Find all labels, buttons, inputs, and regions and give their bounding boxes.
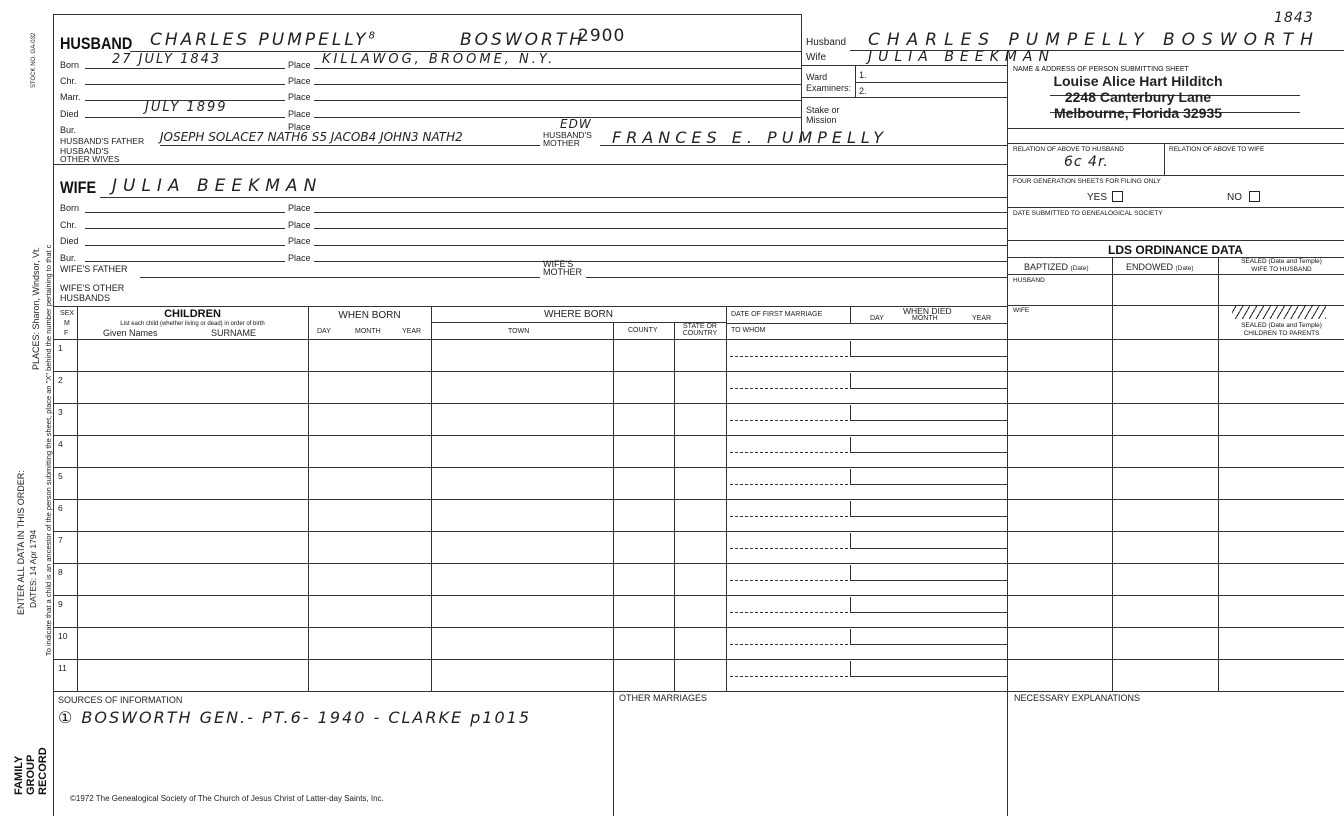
husband-died-place-label: Place	[288, 109, 311, 119]
marriage-underline	[726, 323, 1007, 324]
right-husband-name: CHARLES PUMPELLY BOSWORTH	[868, 30, 1320, 50]
wife-chr-label: Chr.	[60, 220, 77, 230]
husband-chr-line	[85, 84, 285, 85]
wife-bur-place-label: Place	[288, 253, 311, 263]
child-row-divider	[53, 467, 1007, 468]
submitter-bottom	[1007, 128, 1344, 129]
children-instruction: List each child (whether living or dead) in order of birth	[120, 321, 265, 327]
wife-chr-place-line	[314, 228, 1007, 229]
husband-born-line	[85, 68, 285, 69]
right-wife-label: Wife	[806, 52, 826, 63]
hatched-wife-sealing	[1232, 305, 1326, 319]
husband-mother-label: HUSBAND'S MOTHER	[543, 130, 592, 148]
right-panel-left-border	[1007, 50, 1008, 816]
sex-label: SEX	[60, 310, 75, 317]
husband-heading: HUSBAND	[60, 34, 133, 53]
examiners-label: Examiners:	[806, 83, 852, 93]
husband-name: CHARLES PUMPELLY$^8$	[150, 30, 378, 50]
child-row-divider	[53, 403, 1007, 404]
born-year-label: YEAR	[402, 328, 422, 335]
lds-row-divider	[1007, 403, 1344, 404]
husband-other-wives-label: HUSBAND'S OTHER WIVES	[60, 146, 120, 164]
yes-label: YES	[1087, 192, 1108, 203]
born-day-label: DAY	[317, 328, 331, 335]
marriage-date-dashed-line	[730, 356, 848, 357]
child-row-divider	[53, 595, 1007, 596]
child-row-number: 1	[58, 343, 63, 353]
child-row-number: 11	[58, 663, 67, 673]
date-submitted-bottom	[1007, 240, 1344, 241]
death-date-line	[850, 644, 1007, 645]
when-died-label: WHEN DIED	[903, 306, 952, 316]
husband-marr-place-label: Place	[288, 92, 311, 102]
children-title: CHILDREN	[164, 308, 221, 320]
sex-m-label: M	[64, 320, 70, 327]
sex-f-label: F	[64, 330, 69, 337]
marriage-date-dashed-line	[730, 612, 848, 613]
wife-heading: WIFE	[60, 178, 97, 197]
wife-mother-line	[586, 277, 1007, 278]
lds-row-divider	[1007, 371, 1344, 372]
main-top-border	[53, 14, 801, 15]
death-date-separator	[850, 469, 851, 485]
death-date-line	[850, 612, 1007, 613]
lds-col-divider-1	[1112, 257, 1113, 691]
death-date-line	[850, 356, 1007, 357]
sealed-children-label: SEALED (Date and Temple) CHILDREN TO PARENTS	[1241, 322, 1322, 337]
marriage-date-dashed-line	[730, 452, 848, 453]
lds-row-divider	[1007, 467, 1344, 468]
relation-top	[1007, 143, 1344, 144]
lds-header-bottom	[1007, 274, 1344, 275]
marriage-date-dashed-line	[730, 580, 848, 581]
death-date-line	[850, 580, 1007, 581]
wife-born-line	[85, 212, 285, 213]
death-date-separator	[850, 373, 851, 389]
given-names-label: Given Names	[103, 328, 158, 338]
died-day-label: DAY	[870, 315, 884, 322]
lds-wife-bottom	[1007, 339, 1344, 340]
husband-father-line	[160, 145, 540, 146]
lds-husband-label: HUSBAND	[1013, 277, 1045, 284]
husband-chr-place-label: Place	[288, 76, 311, 86]
when-born-label: WHEN BORN	[338, 310, 401, 321]
child-row-number: 4	[58, 439, 63, 449]
husband-surname-extra: BOSWORTH	[460, 30, 586, 50]
relation-wife-label: RELATION OF ABOVE TO WIFE	[1169, 146, 1265, 153]
lds-wife-label: WIFE	[1013, 307, 1030, 314]
wife-bur-label: Bur.	[60, 253, 77, 263]
wife-bur-place-line	[314, 261, 1007, 262]
lds-row-divider	[1007, 595, 1344, 596]
children-table-bottom	[53, 691, 1344, 692]
wife-mother-label: WIFE'S MOTHER	[543, 259, 582, 277]
child-row-number: 6	[58, 503, 63, 513]
child-row-number: 5	[58, 471, 63, 481]
dates-note: DATES: 14 Apr 1794	[28, 529, 38, 608]
county-label: COUNTY	[628, 327, 658, 334]
examiner-1: 1.	[859, 70, 867, 80]
wife-father-line	[140, 277, 540, 278]
child-row-divider	[53, 435, 1007, 436]
died-col-divider	[850, 306, 851, 324]
child-row-number: 3	[58, 407, 63, 417]
county-col-divider	[674, 322, 675, 691]
husband-died-label: Died	[60, 109, 79, 119]
wife-chr-place-label: Place	[288, 220, 311, 230]
death-date-line	[850, 484, 1007, 485]
examiner-1-line	[855, 82, 1007, 83]
husband-born-label: Born	[60, 60, 80, 70]
endowed-label: ENDOWED (Date)	[1126, 262, 1194, 272]
lds-row-divider	[1007, 435, 1344, 436]
death-date-separator	[850, 597, 851, 613]
child-row-divider	[53, 371, 1007, 372]
husband-marr-place-line	[314, 100, 801, 101]
four-gen-label: FOUR GENERATION SHEETS FOR FILING ONLY	[1013, 178, 1161, 185]
children-header-bottom	[53, 339, 1007, 340]
husband-died-line	[85, 117, 285, 118]
sources-divider	[613, 691, 614, 816]
child-row-divider	[53, 627, 1007, 628]
died-month-label: MONTH	[912, 315, 938, 322]
marriage-date-dashed-line	[730, 516, 848, 517]
wife-died-place-label: Place	[288, 236, 311, 246]
child-row-number: 9	[58, 599, 63, 609]
ancestor-instructions: To indicate that a child is an ancestor of the person submitting the sheet, place an "X" behind the number pertaining to that c	[44, 244, 53, 656]
wife-born-place-label: Place	[288, 203, 311, 213]
yes-checkbox[interactable]	[1112, 191, 1123, 202]
child-row-divider	[53, 563, 1007, 564]
husband-born-date: 27 JULY 1843	[112, 52, 222, 67]
surname-label: SURNAME	[211, 328, 257, 338]
child-row-number: 8	[58, 567, 63, 577]
main-left-border	[53, 14, 54, 816]
form-title-line2: GROUP	[25, 754, 37, 795]
husband-chr-place-line	[314, 84, 801, 85]
examiner-2: 2.	[859, 86, 867, 96]
to-whom-label: TO WHOM	[731, 327, 766, 334]
wife-chr-line	[85, 228, 285, 229]
husband-born-place: KILLAWOG, BROOME, N.Y.	[322, 52, 556, 67]
death-date-line	[850, 452, 1007, 453]
child-row-divider	[53, 531, 1007, 532]
born-month-label: MONTH	[355, 328, 381, 335]
child-row-number: 2	[58, 375, 63, 385]
death-date-separator	[850, 501, 851, 517]
child-row-divider	[53, 499, 1007, 500]
copyright-notice: ©1972 The Genealogical Society of The Church of Jesus Christ of Latter-day Saints, Inc.	[70, 794, 384, 803]
first-marriage-label: DATE OF FIRST MARRIAGE	[731, 311, 823, 318]
husband-born-place-label: Place	[288, 60, 311, 70]
submitter-name: Louise Alice Hart Hilditch	[1053, 73, 1223, 89]
town-label: TOWN	[508, 328, 530, 335]
right-husband-label: Husband	[806, 37, 847, 48]
relation-husband-label: RELATION OF ABOVE TO HUSBAND	[1013, 146, 1124, 153]
child-row-divider	[53, 659, 1007, 660]
marriage-date-dashed-line	[730, 676, 848, 677]
enter-data-order: ENTER ALL DATA IN THIS ORDER:	[16, 470, 26, 615]
lds-row-divider	[1007, 659, 1344, 660]
wife-father-label: WIFE'S FATHER	[60, 264, 128, 274]
death-date-line	[850, 676, 1007, 677]
wife-other-husbands-label: WIFE'S OTHER HUSBANDS	[60, 283, 125, 303]
wife-name-line	[100, 197, 1007, 198]
lds-row-divider	[1007, 563, 1344, 564]
marriage-date-dashed-line	[730, 420, 848, 421]
wife-died-line	[85, 245, 285, 246]
relation-husband-value: 6c 4r.	[1064, 154, 1109, 170]
form-title-line1: FAMILY	[13, 755, 25, 795]
death-date-separator	[850, 437, 851, 453]
death-date-line	[850, 388, 1007, 389]
where-born-label: WHERE BORN	[544, 309, 613, 320]
husband-died-date: JULY 1899	[145, 100, 228, 115]
wife-bur-line	[85, 261, 285, 262]
lds-row-divider	[1007, 531, 1344, 532]
husband-bur-place-label: Place	[288, 122, 311, 132]
submitter-street: 2248 Canterbury Lane	[1064, 89, 1212, 105]
husband-bur-label: Bur.	[60, 125, 77, 135]
husband-father-name: JOSEPH SOLACE7 NATH6 S5 JACOB4 JOHN3 NATH2	[160, 130, 463, 144]
stock-number: STOCK NO. GA-032	[31, 32, 37, 88]
husband-died-place-line	[314, 117, 801, 118]
marriage-date-dashed-line	[730, 548, 848, 549]
stake-label: Stake or Mission	[806, 105, 840, 125]
wife-born-place-line	[314, 212, 1007, 213]
town-col-divider	[613, 322, 614, 691]
husband-mother-name: FRANCES E. PUMPELLY	[612, 128, 889, 147]
sources-label: SOURCES OF INFORMATION	[58, 695, 183, 705]
baptized-label: BAPTIZED (Date)	[1024, 262, 1089, 272]
husband-mother-prefix: EDW	[560, 117, 592, 131]
lds-row-divider	[1007, 499, 1344, 500]
ward-label: Ward	[806, 72, 828, 82]
form-title-line3: RECORD	[37, 747, 49, 795]
state-country-label: STATE OR COUNTRY	[682, 323, 718, 337]
wife-section-bottom	[53, 306, 1007, 307]
death-date-separator	[850, 565, 851, 581]
right-wife-line	[801, 65, 1007, 66]
relation-divider	[1164, 143, 1165, 175]
child-row-number: 10	[58, 631, 68, 641]
examiners-divider	[855, 65, 856, 97]
other-marriages-label: OTHER MARRIAGES	[619, 693, 708, 703]
death-date-line	[850, 548, 1007, 549]
death-date-line	[850, 420, 1007, 421]
death-date-separator	[850, 661, 851, 677]
sealed-wife-to-husband-label: SEALED (Date and Temple) WIFE TO HUSBAND	[1241, 258, 1322, 273]
husband-right-border	[801, 14, 802, 142]
marriage-date-dashed-line	[730, 484, 848, 485]
wife-name: JULIA BEEKMAN	[112, 176, 323, 196]
husband-born-place-line	[314, 68, 801, 69]
husband-father-label: HUSBAND'S FATHER	[60, 136, 145, 146]
lds-title: LDS ORDINANCE DATA	[1108, 243, 1243, 257]
death-date-separator	[850, 405, 851, 421]
husband-marr-label: Marr.	[60, 92, 81, 102]
died-year-label: YEAR	[972, 315, 992, 322]
record-year: 1843	[1274, 10, 1314, 26]
marriage-date-dashed-line	[730, 388, 848, 389]
relation-bottom	[1007, 175, 1344, 176]
date-submitted-label: DATE SUBMITTED TO GENEALOGICAL SOCIETY	[1013, 210, 1163, 217]
death-date-separator	[850, 341, 851, 357]
submitter-label: NAME & ADDRESS OF PERSON SUBMITTING SHEET	[1013, 66, 1189, 73]
husband-chr-label: Chr.	[60, 76, 77, 86]
lds-row-divider	[1007, 627, 1344, 628]
wife-died-place-line	[314, 245, 1007, 246]
wife-died-label: Died	[60, 236, 79, 246]
four-gen-bottom	[1007, 207, 1344, 208]
explanations-label: NECESSARY EXPLANATIONS	[1014, 693, 1141, 703]
death-date-separator	[850, 533, 851, 549]
death-date-line	[850, 516, 1007, 517]
places-note: PLACES: Sharon, Windsor, Vt.	[31, 246, 41, 370]
no-checkbox[interactable]	[1249, 191, 1260, 202]
no-label: NO	[1227, 192, 1242, 203]
husband-section-bottom	[53, 164, 1007, 165]
submitter-city: Melbourne, Florida 32935	[1053, 105, 1223, 121]
source-entry-1: ① BOSWORTH GEN.- PT.6- 1940 - CLARKE p1015	[58, 708, 532, 727]
examiners-bottom-line	[801, 97, 1007, 98]
right-wife-name: JULIA BEEKMAN	[868, 49, 1055, 65]
child-row-number: 7	[58, 535, 63, 545]
wife-born-label: Born	[60, 203, 80, 213]
marriage-date-dashed-line	[730, 644, 848, 645]
husband-ref-number: 2900	[578, 26, 626, 46]
death-date-separator	[850, 629, 851, 645]
